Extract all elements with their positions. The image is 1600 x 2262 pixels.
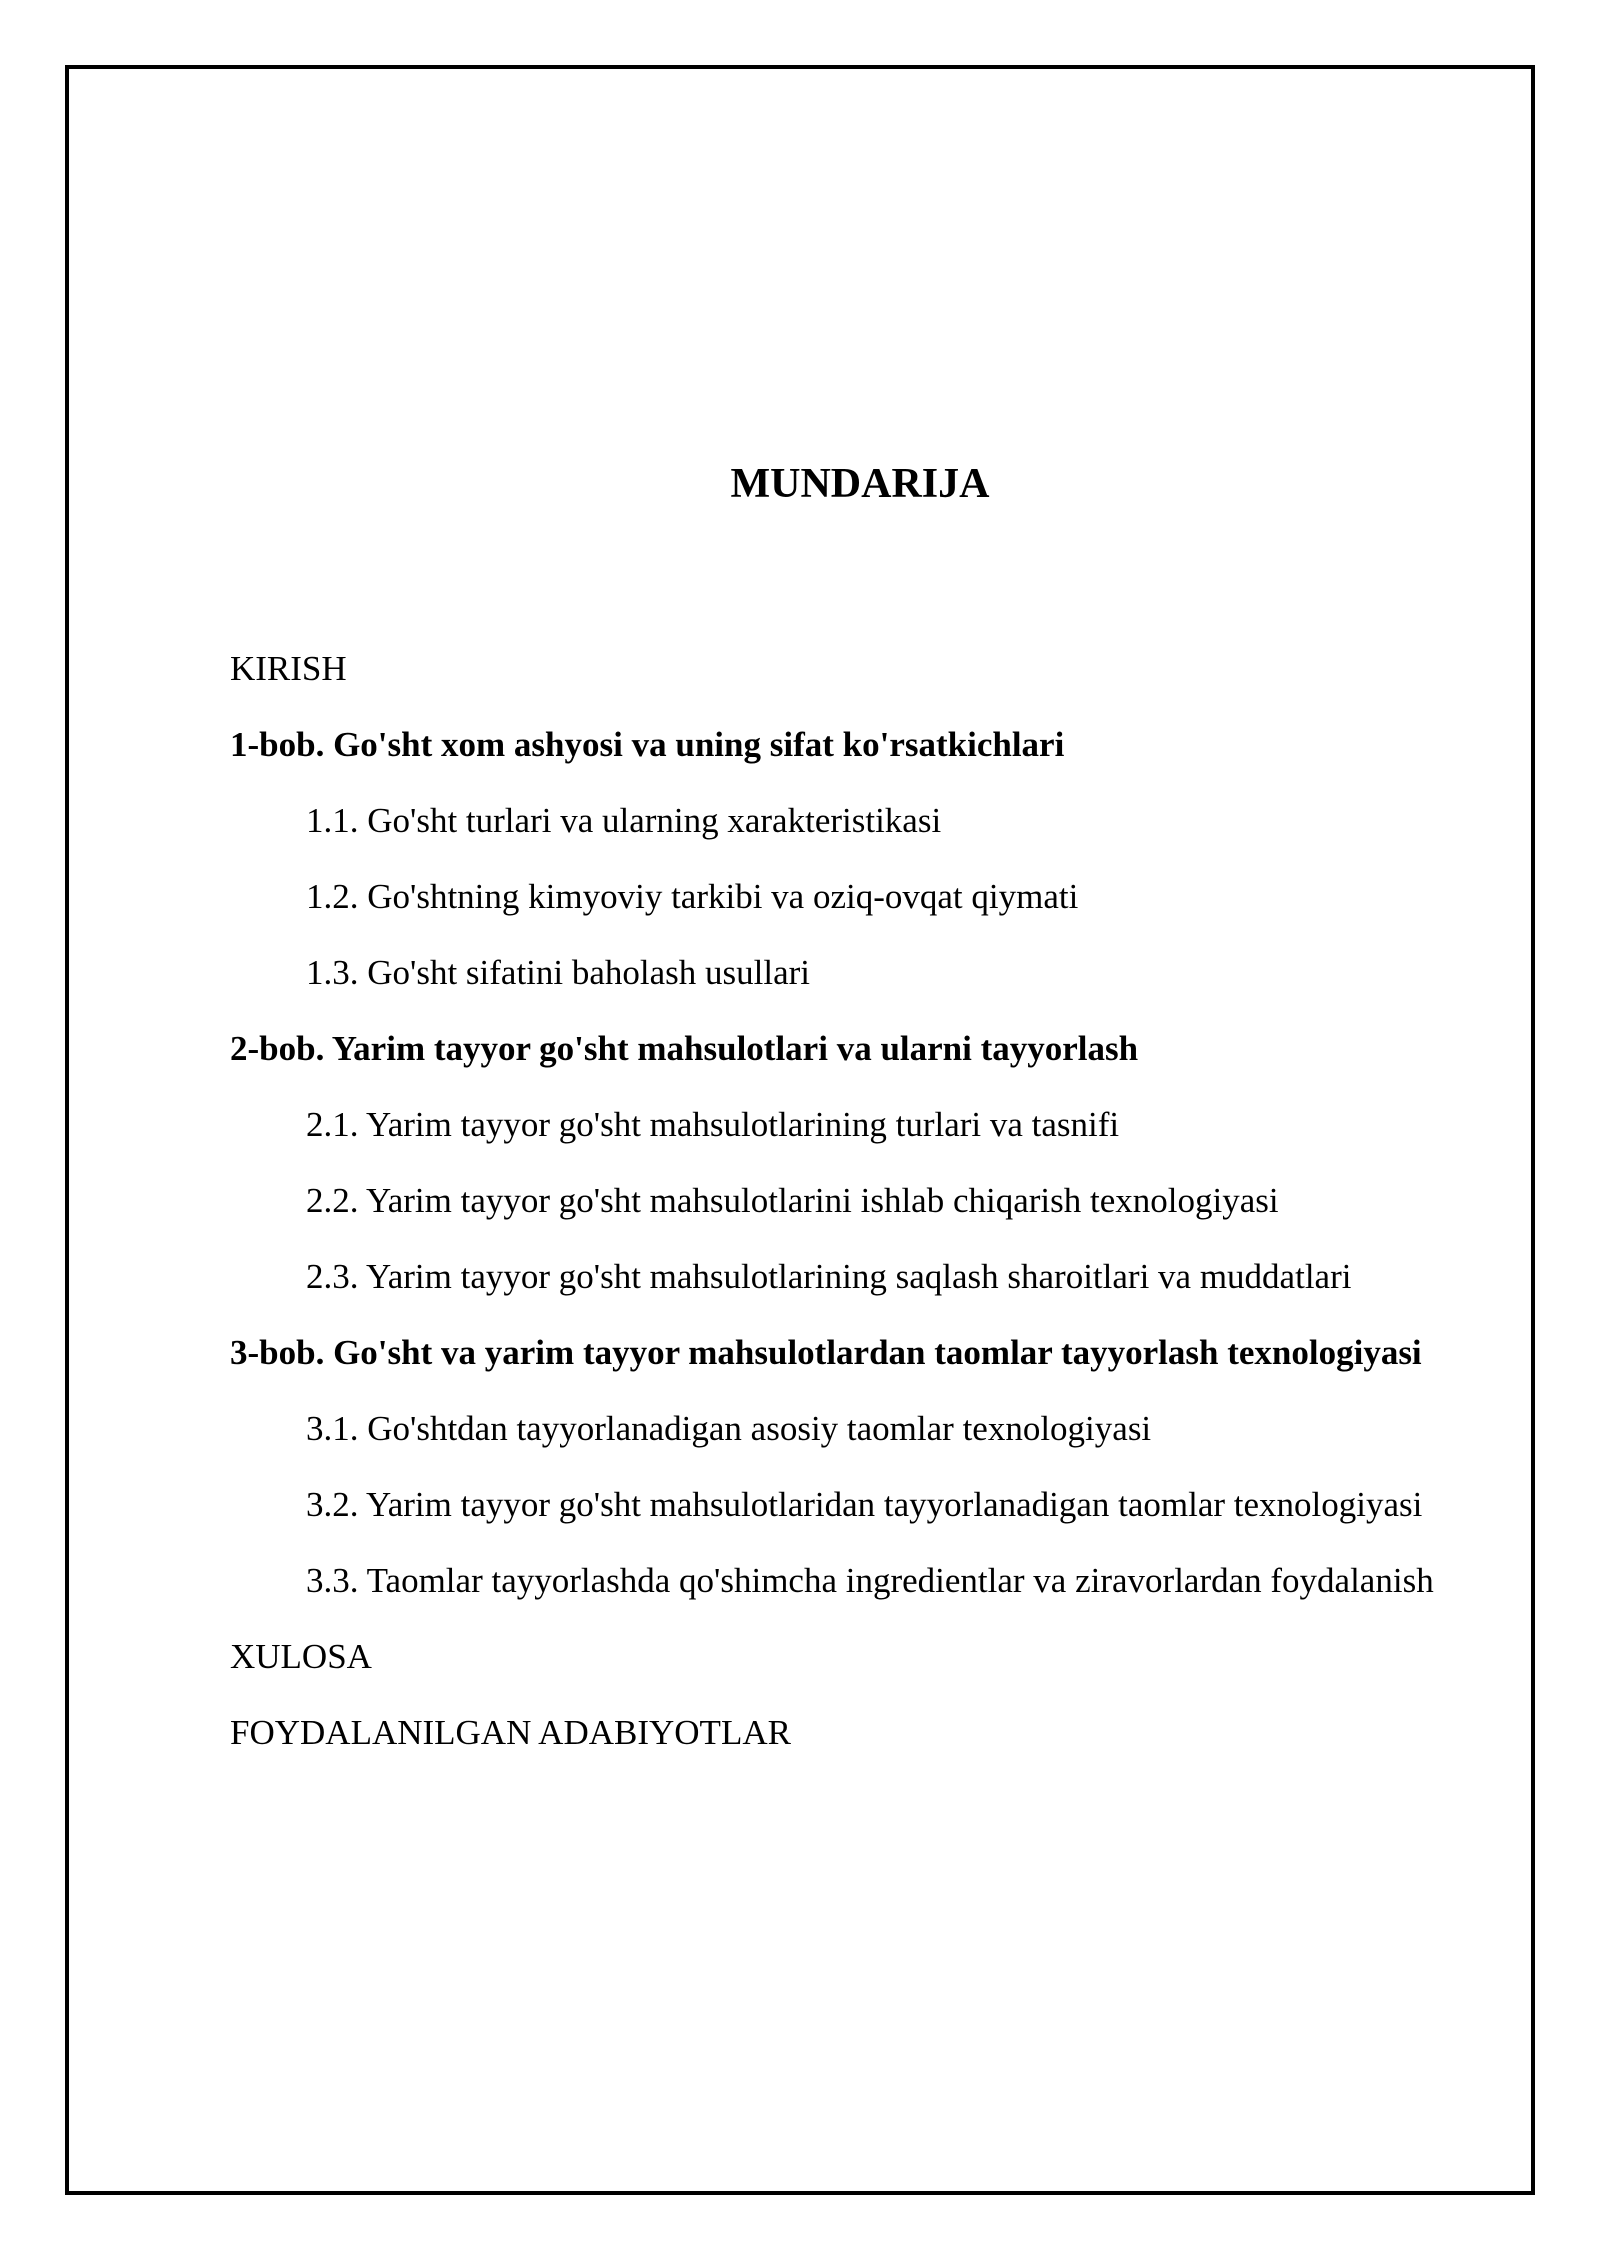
toc-section-2-3: 2.3. Yarim tayyor go'sht mahsulotlarining saqlash sharoitlari va muddatlari bbox=[306, 1257, 1352, 1296]
toc-section-3-3: 3.3. Taomlar tayyorlashda qo'shimcha ingredientlar va ziravorlardan foydalanish bbox=[306, 1561, 1434, 1600]
toc-chapter-1: 1-bob. Go'sht xom ashyosi va uning sifat ko'rsatkichlari bbox=[230, 725, 1065, 764]
toc-section-2-1: 2.1. Yarim tayyor go'sht mahsulotlarining turlari va tasnifi bbox=[306, 1105, 1120, 1144]
toc-entry-references: FOYDALANILGAN ADABIYOTLAR bbox=[230, 1713, 791, 1752]
toc-chapter-2: 2-bob. Yarim tayyor go'sht mahsulotlari va ularni tayyorlash bbox=[230, 1029, 1139, 1068]
toc-section-1-2: 1.2. Go'shtning kimyoviy tarkibi va oziq-ovqat qiymati bbox=[306, 877, 1079, 916]
toc-section-1-3: 1.3. Go'sht sifatini baholash usullari bbox=[306, 953, 811, 992]
toc-chapter-3: 3-bob. Go'sht va yarim tayyor mahsulotlardan taomlar tayyorlash texnologiyasi bbox=[230, 1333, 1422, 1372]
toc-entry-kirish: KIRISH bbox=[230, 649, 347, 688]
toc-section-3-2: 3.2. Yarim tayyor go'sht mahsulotlaridan tayyorlanadigan taomlar texnologiyasi bbox=[306, 1485, 1423, 1524]
toc-section-2-2: 2.2. Yarim tayyor go'sht mahsulotlarini ishlab chiqarish texnologiyasi bbox=[306, 1181, 1279, 1220]
toc-entry-xulosa: XULOSA bbox=[230, 1637, 372, 1676]
table-of-contents bbox=[230, 637, 1460, 1777]
page-title: MUNDARIJA bbox=[730, 461, 990, 507]
toc-section-1-1: 1.1. Go'sht turlari va ularning xarakteristikasi bbox=[306, 801, 942, 840]
toc-section-3-1: 3.1. Go'shtdan tayyorlanadigan asosiy taomlar texnologiyasi bbox=[306, 1409, 1152, 1448]
